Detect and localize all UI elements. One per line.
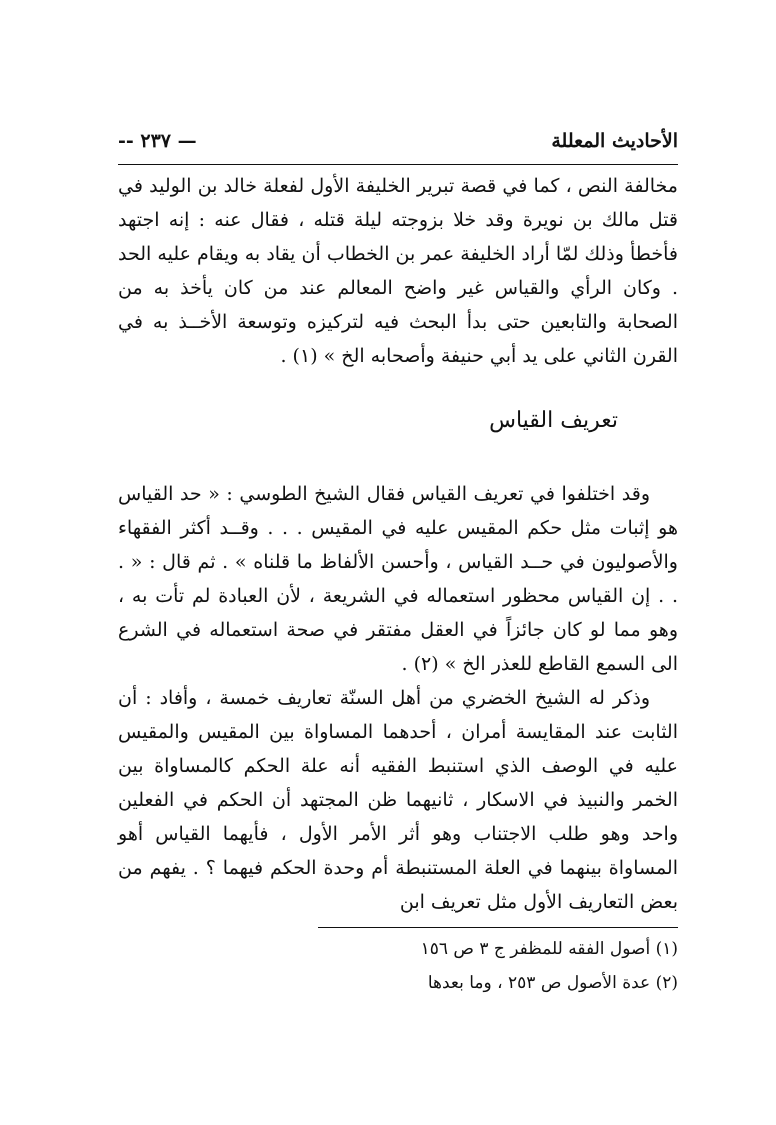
footnote-2: (٢) عدة الأصول ص ٢٥٣ ، وما بعدها — [427, 973, 678, 993]
section-title: تعريف القياس — [489, 408, 618, 433]
paragraph-3: وذكر له الشيخ الخضري من أهل السنّة تعاريف خمسة ، وأفاد : أن الثابت عند المقايسة أمران ، أحدهما المساواة بين المقيس والمقيس عليه في الوصف الذي استنبط الفقيه أنه علة الحكم كالمساواة بين الخمر والنبيذ في الاسكار ، ثانيهما ظن المجتهد أن الحكم في الفعلين واحد وهو طلب الاجتناب وهو أثر الأمر الأول ، فأيهما القياس أهو المساواة بينهما في العلة المستنبطة أم وحدة الحكم فيهما ؟ . يفهم من بعض التعاريف الأول مثل تعريف ابن — [118, 687, 678, 913]
header-rule — [118, 164, 678, 165]
paragraph-2: وقد اختلفوا في تعريف القياس فقال الشيخ الطوسي : « حد القياس هو إثبات مثل حكم المقيس عليه في المقيس . . . وقــد أكثر الفقهاء والأصوليون في حــد القياس ، وأحسن الألفاظ ما قلناه » . ثم قال : « . . . إن القياس محظور استعماله في الشريعة ، لأن العبادة لم تأت به ، وهو مما لو كان جائزاً في العقل مفتقر في صحة استعماله في الشرع الى السمع القاطع للعذر الخ » (٢) . — [118, 483, 678, 675]
running-title: الأحاديث المعللة — [551, 130, 678, 152]
page-number: — ٢٣٧ -- — [118, 130, 197, 152]
book-page — [118, 130, 678, 1000]
paragraph-1: مخالفة النص ، كما في قصة تبرير الخليفة الأول لفعلة خالد بن الوليد في قتل مالك بن نويرة وقد خلا بزوجته ليلة قتله ، فقال عنه : إنه اجتهد فأخطأ وذلك لمّا أراد الخليفة عمر بن الخطاب أن يقاد به ويقام عليه الحد . وكان الرأي والقياس غير واضح المعالم عند من كان يأخذ به من الصحابة والتابعين حتى بدأ البحث فيه لتركيزه وتوسعة الأخــذ به في القرن الثاني على يد أبي حنيفة وأصحابه الخ » (١) . — [118, 175, 678, 367]
footnote-1: (١) أصول الفقه للمظفر ج ٣ ص ١٥٦ — [420, 939, 678, 959]
running-header — [118, 130, 678, 160]
footnotes — [318, 928, 678, 1000]
